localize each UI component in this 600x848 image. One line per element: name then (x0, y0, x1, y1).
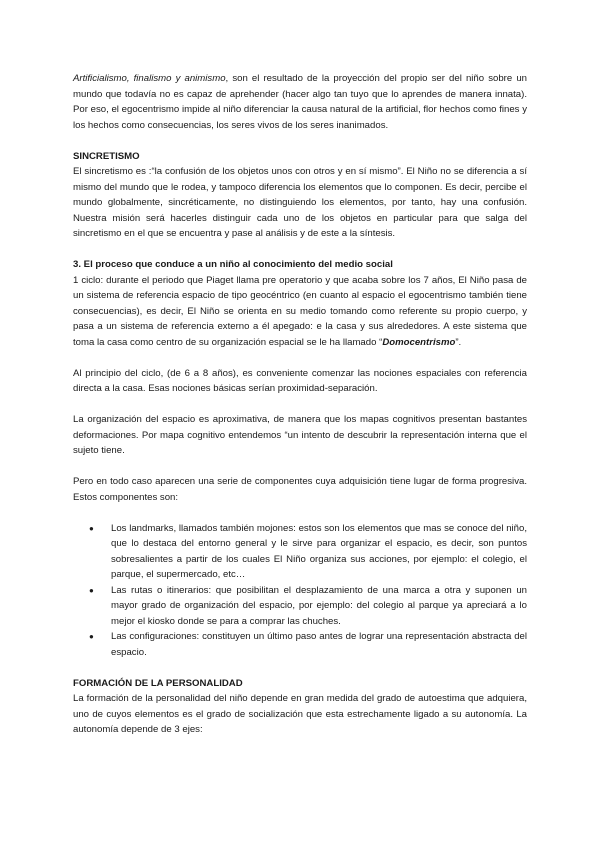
list-item-text: Las configuraciones: constituyen un último paso antes de lograr una representación abstracta del espacio. (111, 631, 527, 658)
bullet-icon: ● (89, 523, 94, 533)
intro-italic-lead: Artificialismo, finalismo y animismo (73, 73, 226, 84)
section3-heading: 3. El proceso que conduce a un niño al conocimiento del medio social (73, 259, 393, 270)
intro-paragraph (73, 71, 527, 133)
list-item (73, 583, 527, 630)
personalidad-heading: FORMACIÓN DE LA PERSONALIDAD (73, 677, 243, 689)
domocentrismo-term: Domocentrismo (382, 336, 456, 348)
personalidad-paragraph: La formación de la personalidad del niño depende en gran medida del grado de autoestima que adquiera, uno de cuyos elementos es el grado de socialización que esta estrechamente ligado a su autonomía. La autonomía depende de 3 ejes: (73, 693, 527, 735)
page-content (73, 71, 527, 738)
sincretismo-heading: SINCRETISMO (73, 150, 140, 162)
bullet-icon: ● (89, 632, 94, 641)
list-item-text: Los landmarks, llamados también mojones: estos son los elementos que mas se conoce del niño, que lo destaca del entorno general y le sirve para organizar el espacio, es decir, son puntos sobresalientes a partir de los cuales El Niño organiza sus acciones, por ejemplo: el colegio, el parque, el supermercado, etc… (111, 522, 527, 580)
section3-paragraph-2: Al principio del ciclo, (de 6 a 8 años), es conveniente comenzar las nociones espaciales con referencia directa a la casa. Esas nociones básicas serían proximidad-separación. (73, 367, 527, 394)
section3-paragraph-4: Pero en todo caso aparecen una serie de componentes cuya adquisición tiene lugar de forma progresiva. Estos componentes son: (73, 476, 527, 503)
section3-paragraph-3: La organización del espacio es aproximativa, de manera que los mapas cognitivos presentan bastantes deformaciones. Por mapa cognitivo entendemos “un intento de descubrir la representación interna que el sujeto tiene. (73, 414, 527, 456)
section3-p1-end: ”. (455, 336, 462, 348)
components-list (73, 521, 527, 661)
sincretismo-paragraph: El sincretismo es :“la confusión de los objetos unos con otros y en sí mismo”. El Niño no se diferencia a sí mismo del mundo que le rodea, y tampoco diferencia los elementos que lo componen. Es decir, percibe el mundo globalmente, sincréticamente, no distinguiendo los elementos, por tanto, hay una confusión. Nuestra misión será hacerles distinguir cada uno de los objetos en particular para que salga del sincretismo en el que se encuentra y pase al análisis y de este a la síntesis. (73, 166, 527, 239)
section3-p1-text: 1 ciclo: durante el periodo que Piaget llama pre operatorio y que acaba sobre los 7 años, El Niño pasa de un sistema de referencia espacio de tipo geocéntrico (en cuanto al espacio el egocentrismo también tiene consecuencias), es decir, El Niño se orienta en su medio tomando como referente su propio cuerpo, y pasa a un sistema de referencia externo a él apegado: e la casa y sus alrededores. A este sistema que toma la casa como centro de su organización espacial se le ha llamado “ (73, 274, 527, 348)
bullet-icon: ● (89, 585, 94, 595)
list-item (73, 629, 527, 660)
section3-paragraph-1 (73, 273, 527, 351)
list-item (73, 521, 527, 583)
list-item-text: Las rutas o itinerarios: que posibilitan el desplazamiento de una marca a otra y suponen un mayor grado de organización del espacio, por ejemplo: del colegio al parque ya apreciará a lo mejor el kiosko donde se para a comprar las chuches. (111, 584, 527, 627)
intro-text: , son el resultado de la proyección del propio ser del niño sobre un mundo que todavía no es capaz de aprehender (hacer algo tan tuyo que lo aprendes de manera innata). Por eso, el egocentrismo impide al niño diferenciar la causa natural de la artificial, flor hechos como fines y los hechos como consecuencias, los seres vivos de los seres inanimados. (73, 73, 527, 131)
